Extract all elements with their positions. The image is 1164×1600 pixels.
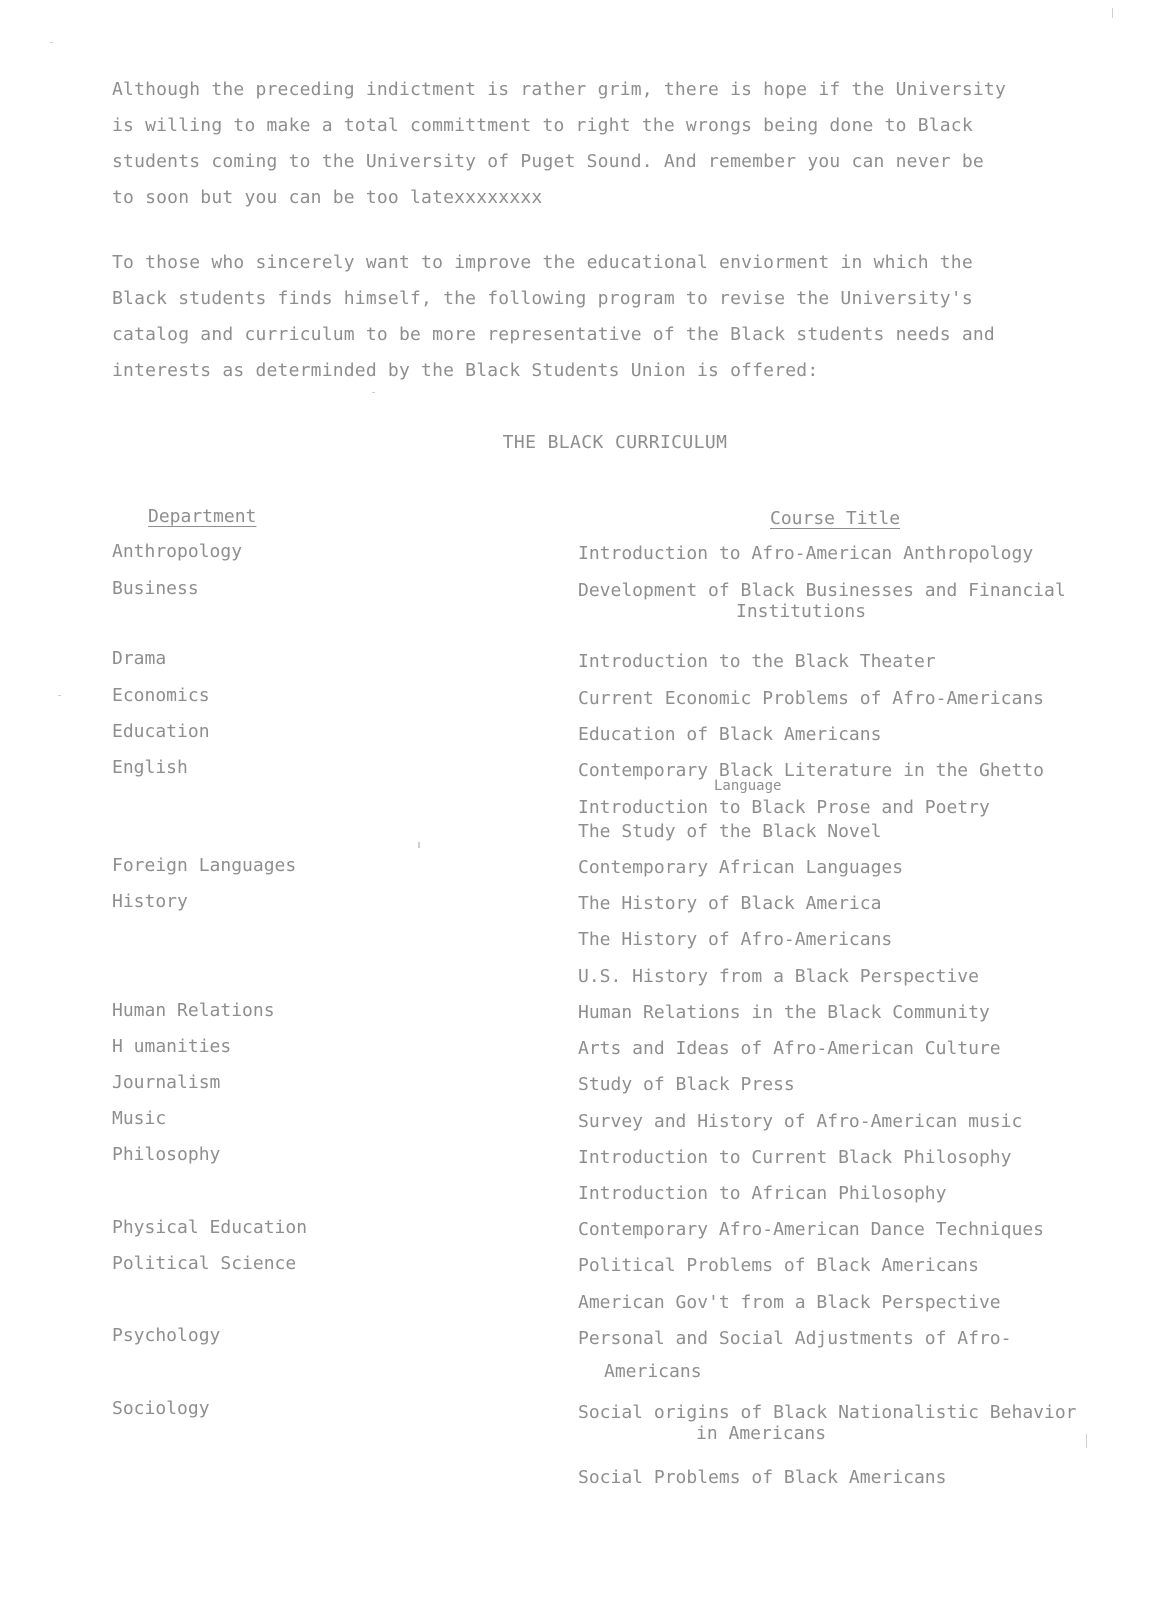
course-title-line: Personal and Social Adjustments of Afro- [578, 1328, 1012, 1349]
intro-line: Although the preceding indictment is rather grim, there is hope if the University [112, 79, 1006, 100]
course-title: Contemporary Black Literature in the Ghetto [578, 760, 1044, 781]
course-title-line: Development of Black Businesses and Financial [578, 580, 1066, 601]
course-title: Introduction to Current Black Philosophy [578, 1147, 1012, 1168]
program-line: interests as determinded by the Black Students Union is offered: [112, 360, 819, 381]
department-column-header: Department [148, 506, 257, 527]
program-line: To those who sincerely want to improve the educational enviorment in which the [112, 252, 973, 273]
department-drama: Drama [112, 648, 167, 669]
department-education: Education [112, 721, 210, 742]
course-title: Education of Black Americans [578, 724, 882, 745]
scan-speck [1112, 8, 1113, 18]
course-title [578, 580, 1066, 622]
program-paragraph [112, 245, 1092, 389]
intro-line: students coming to the University of Puget Sound. And remember you can never be [112, 151, 984, 172]
course-title: American Gov't from a Black Perspective [578, 1292, 1001, 1313]
course-title: Political Problems of Black Americans [578, 1255, 979, 1276]
program-line: catalog and curriculum to be more representative of the Black students needs and [112, 324, 995, 345]
course-title: Social Problems of Black Americans [578, 1467, 947, 1488]
course-title: Introduction to Afro-American Anthropology [578, 543, 1034, 564]
department-political-science: Political Science [112, 1253, 297, 1274]
department-sociology: Sociology [112, 1398, 210, 1419]
course-title-insertion: Language [714, 778, 782, 794]
department-history: History [112, 891, 188, 912]
course-title-line: Social origins of Black Nationalistic Behavior [578, 1402, 1077, 1423]
scan-speck [50, 42, 53, 43]
intro-paragraph [112, 72, 1092, 216]
scan-speck [418, 842, 420, 848]
course-title [578, 1328, 1011, 1382]
course-title: Introduction to Black Prose and Poetry [578, 797, 990, 818]
department-business: Business [112, 578, 199, 599]
course-title: The History of Afro-Americans [578, 929, 893, 950]
course-title: The History of Black America [578, 893, 882, 914]
scan-speck [1086, 1434, 1087, 1448]
course-title-line: in Americans [696, 1423, 827, 1444]
intro-line: is willing to make a total committment to right the wrongs being done to Black [112, 115, 973, 136]
department-anthropology: Anthropology [112, 541, 243, 562]
program-line: Black students finds himself, the following program to revise the University's [112, 288, 973, 309]
course-title-column-header: Course Title [770, 508, 901, 529]
course-title: The Study of the Black Novel [578, 821, 882, 842]
course-title: Introduction to African Philosophy [578, 1183, 947, 1204]
department-english: English [112, 757, 188, 778]
curriculum-title: THE BLACK CURRICULUM [502, 432, 728, 453]
course-title: Contemporary African Languages [578, 857, 904, 878]
department-economics: Economics [112, 685, 210, 706]
course-title: Contemporary Afro-American Dance Techniques [578, 1219, 1044, 1240]
course-title-line: Americans [604, 1361, 702, 1382]
course-title: Arts and Ideas of Afro-American Culture [578, 1038, 1001, 1059]
department-journalism: Journalism [112, 1072, 221, 1093]
scan-speck [58, 695, 61, 696]
course-title: Human Relations in the Black Community [578, 1002, 990, 1023]
department-philosophy: Philosophy [112, 1144, 221, 1165]
course-title-line: Institutions [736, 601, 867, 622]
department-foreign-languages: Foreign Languages [112, 855, 297, 876]
course-title: Study of Black Press [578, 1074, 795, 1095]
course-title: U.S. History from a Black Perspective [578, 966, 979, 987]
department-music: Music [112, 1108, 167, 1129]
course-title: Introduction to the Black Theater [578, 651, 936, 672]
course-title [578, 1402, 1077, 1444]
department-psychology: Psychology [112, 1325, 221, 1346]
department-physical-education: Physical Education [112, 1217, 308, 1238]
scan-speck [372, 392, 375, 393]
department-humanities: H umanities [112, 1036, 232, 1057]
intro-line: to soon but you can be too latexxxxxxxx [112, 187, 543, 208]
department-human-relations: Human Relations [112, 1000, 275, 1021]
course-title: Survey and History of Afro-American music [578, 1111, 1023, 1132]
course-title: Current Economic Problems of Afro-Americans [578, 688, 1044, 709]
